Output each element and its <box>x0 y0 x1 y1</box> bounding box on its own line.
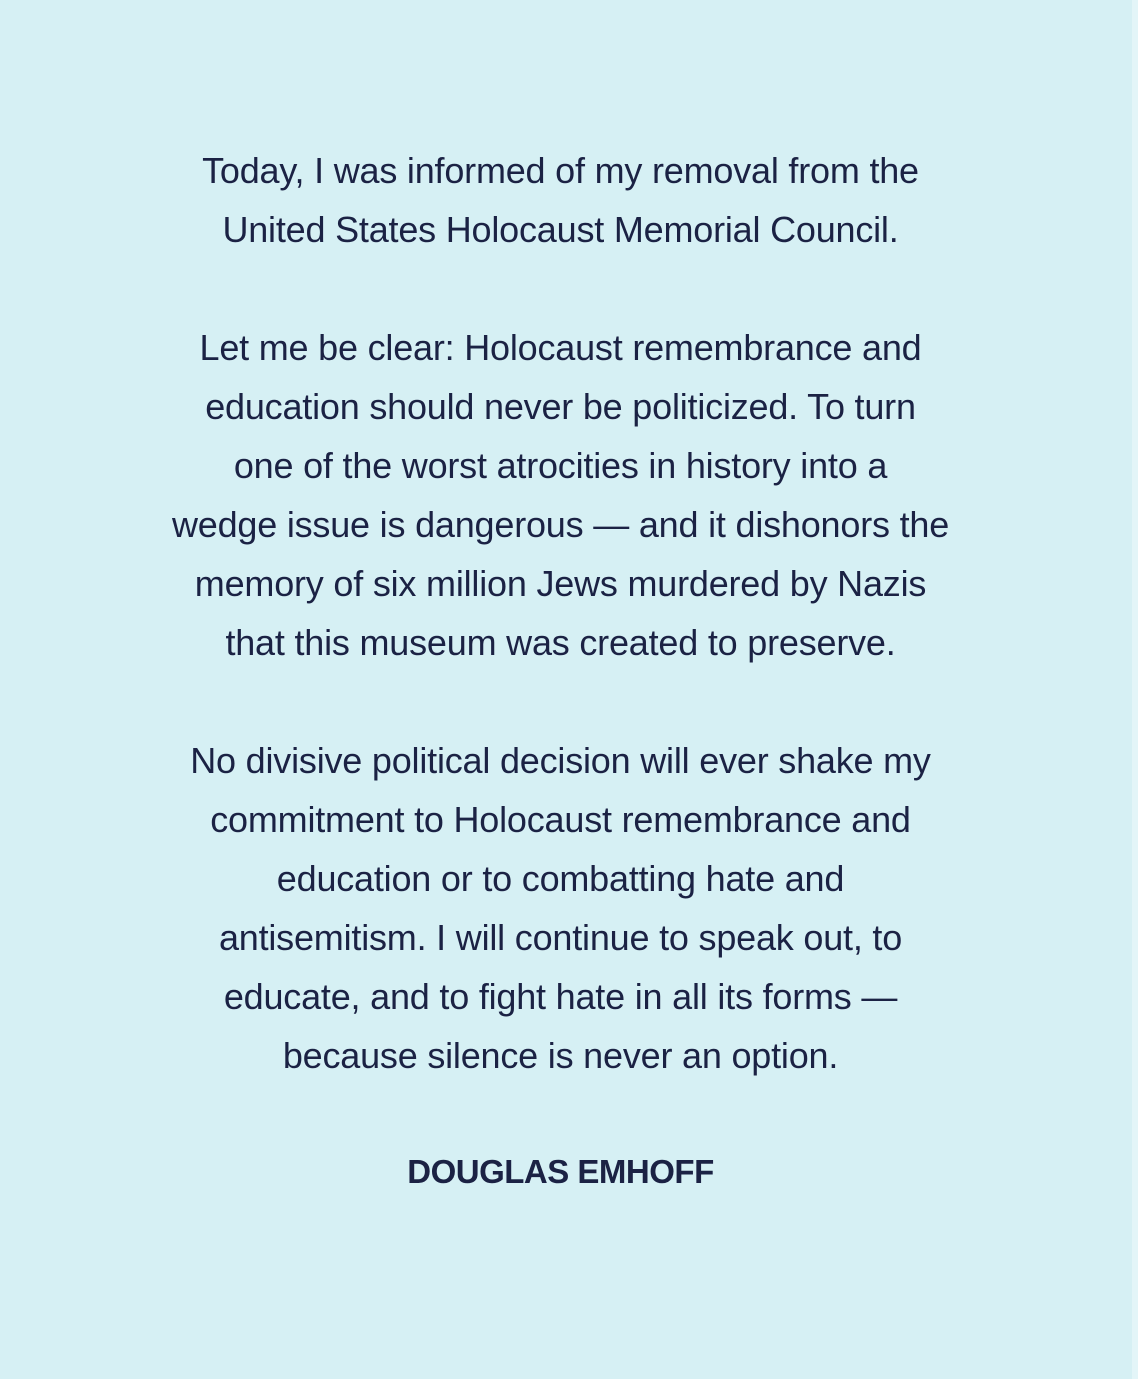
paragraph-commitment <box>0 731 1121 1085</box>
paragraph-removal-notice <box>0 141 1121 259</box>
statement-body <box>0 141 1121 1144</box>
paragraph-politicization <box>0 318 1121 672</box>
text-line: education or to combatting hate and <box>276 858 845 899</box>
text-line: memory of six million Jews murdered by Nazis <box>194 563 927 604</box>
text-line: commitment to Holocaust remembrance and <box>210 799 911 840</box>
text-line: antisemitism. I will continue to speak out, to <box>218 917 903 958</box>
text-line: one of the worst atrocities in history into a <box>233 445 888 486</box>
text-line: No divisive political decision will ever shake my <box>190 740 931 781</box>
signature: DOUGLAS EMHOFF <box>407 1153 714 1190</box>
text-line: educate, and to fight hate in all its forms — <box>223 976 898 1017</box>
text-line: United States Holocaust Memorial Council. <box>222 209 899 250</box>
text-line: that this museum was created to preserve. <box>225 622 896 663</box>
text-line: wedge issue is dangerous — and it dishonors the <box>171 504 950 545</box>
text-line: education should never be politicized. To turn <box>205 386 916 427</box>
text-line: Today, I was informed of my removal from the <box>202 150 919 191</box>
text-line: Let me be clear: Holocaust remembrance and <box>199 327 922 368</box>
text-line: because silence is never an option. <box>282 1035 839 1076</box>
right-edge-strip <box>1132 0 1138 1379</box>
